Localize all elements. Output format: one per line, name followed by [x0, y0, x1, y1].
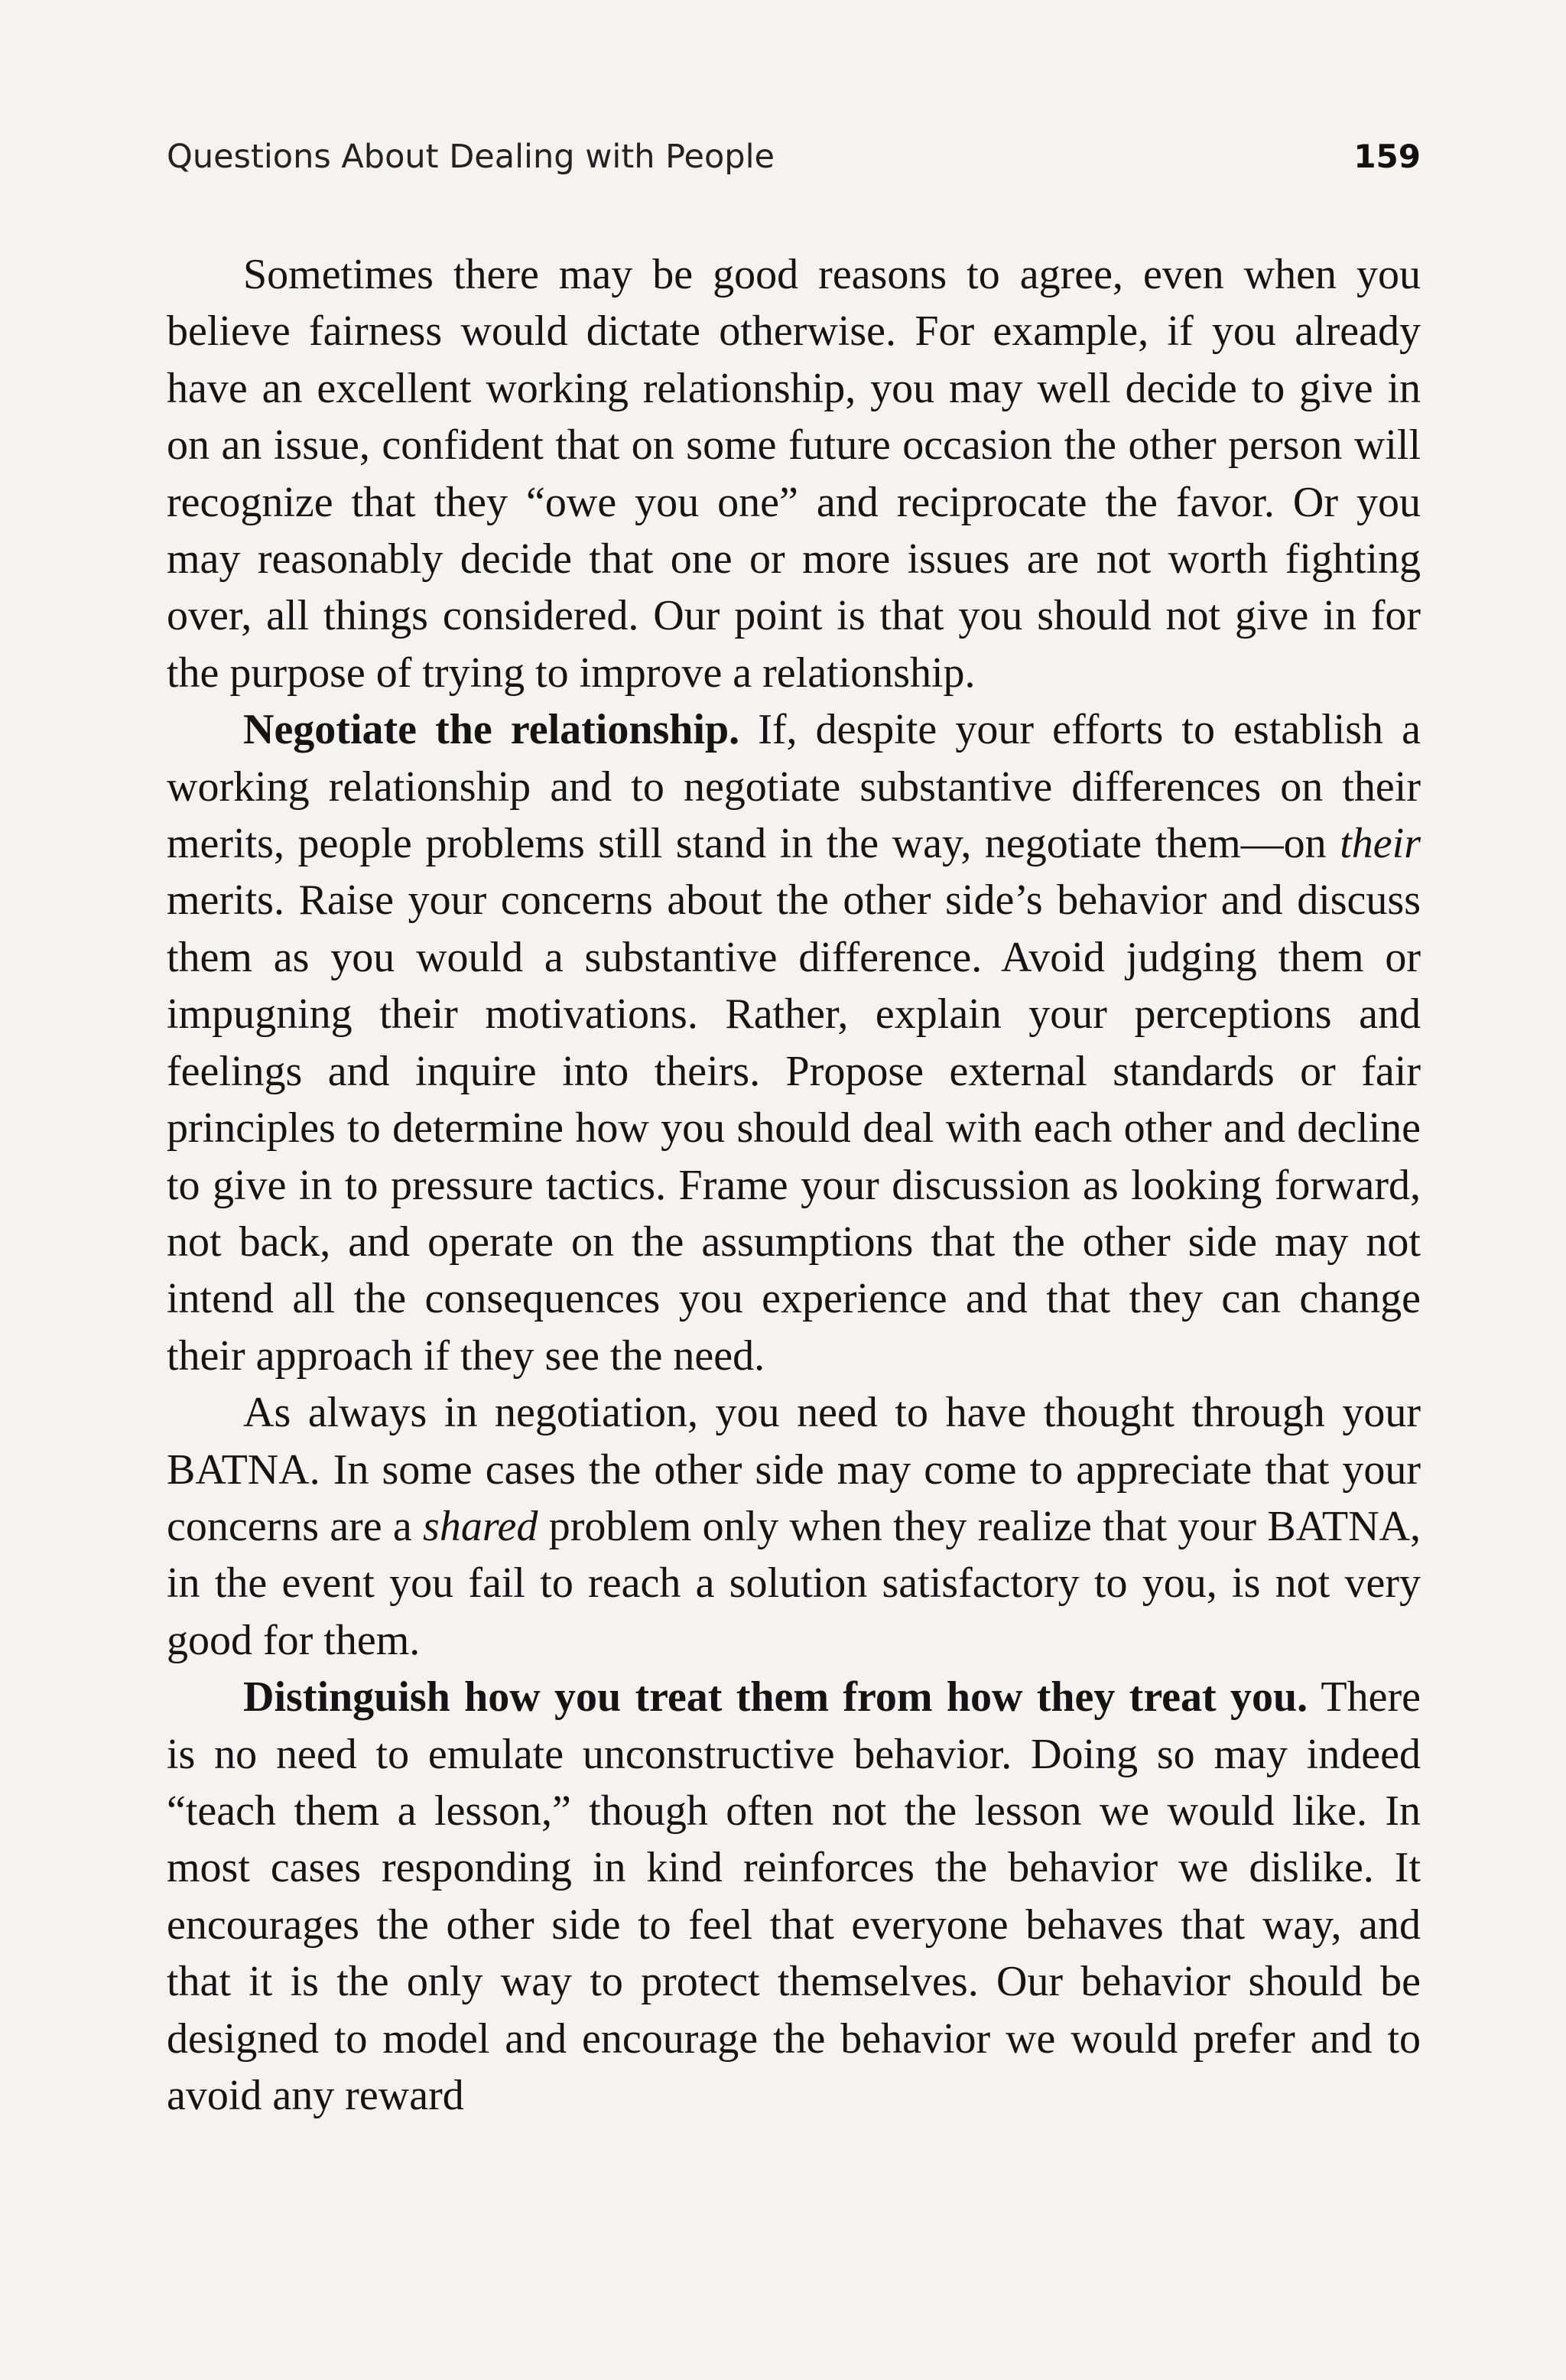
page-number: 159	[1353, 138, 1421, 175]
run-in-heading: Distinguish how you treat them from how they treat you.	[243, 1673, 1308, 1722]
paragraph-text: As always in negotiation, you need to have thought through your BATNA. In some cases the other side may come to appreciate that your concerns are a	[167, 1389, 1421, 1550]
running-head-title: Questions About Dealing with People	[167, 138, 775, 176]
paragraph-agree-for-good-reasons	[167, 246, 1421, 701]
paragraph-negotiate-the-relationship	[167, 701, 1421, 1384]
paragraph-text: problem only when they realize that your BATNA, in the event you fail to reach a solution satisfactory to you, is not very good for them.	[167, 1502, 1421, 1664]
run-in-heading: Negotiate the relationship.	[243, 706, 740, 754]
paragraph-text: merits. Raise your concerns about the other side’s behavior and discuss them as you would a substantive difference. Avoid judging them or impugning their motivations. Rather, explain your perceptions and feelings and inquire into theirs. Propose external standards or fair principles to determine how you should deal with each other and decline to give in to pressure tactics. Frame your discussion as looking forward, not back, and operate on the assumptions that the other side may not intend all the consequences you experience and that they can change their approach if they see the need.	[167, 876, 1421, 1380]
paragraph-text: Sometimes there may be good reasons to agree, even when you believe fairness would dictate otherwise. For example, if you already have an excellent working relationship, you may well decide to give in on an issue, confident that on some future occasion the other person will recognize that they “owe you one” and reciprocate the favor. Or you may reasonably decide that one or more issues are not worth fighting over, all things considered. Our point is that you should not give in for the purpose of trying to improve a relationship.	[167, 251, 1421, 697]
body-text	[167, 246, 1421, 2124]
paragraph-distinguish-treatment	[167, 1669, 1421, 2124]
running-head	[167, 130, 1421, 184]
paragraph-text: If, despite your efforts to establish a working relationship and to negotiate substantive differences on their merits, people problems still stand in the way, negotiate them—on	[167, 706, 1421, 868]
emphasized-word: their	[1340, 820, 1421, 868]
emphasized-word: shared	[423, 1502, 538, 1550]
paragraph-batna	[167, 1384, 1421, 1669]
paragraph-text: There is no need to emulate unconstructive behavior. Doing so may indeed “teach them a lesson,” though often not the lesson we would like. In most cases responding in kind reinforces the behavior we dislike. It encourages the other side to feel that everyone behaves that way, and that it is the only way to protect themselves. Our behavior should be designed to model and encourage the behavior we would prefer and to avoid any reward	[167, 1673, 1421, 2119]
